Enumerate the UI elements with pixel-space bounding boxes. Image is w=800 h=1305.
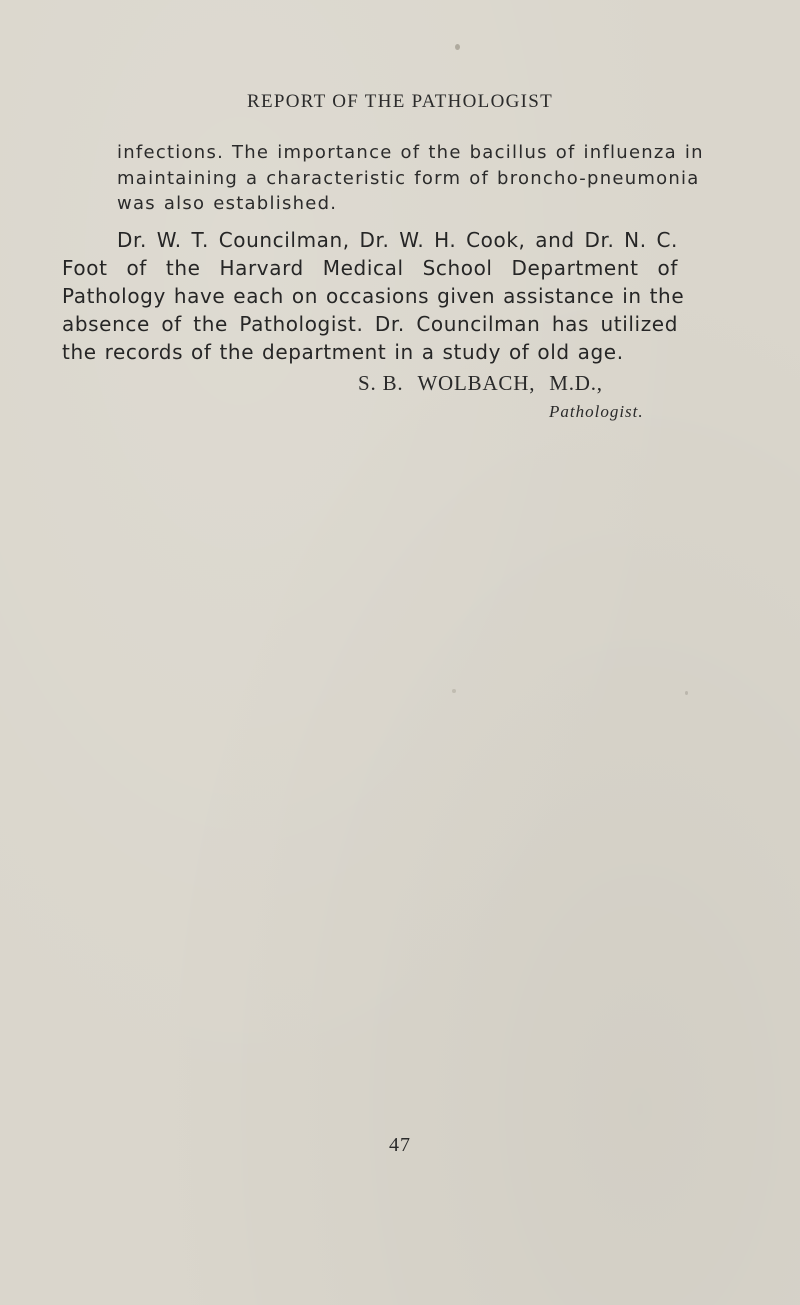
text-line: Foot of the Harvard Medical School Department of <box>62 256 678 280</box>
text-line: was also established. <box>117 193 338 214</box>
text-line: absence of the Pathologist. Dr. Councilman has utilized <box>62 312 678 336</box>
signature-surname: WOLBACH, <box>417 371 536 395</box>
text-line: infections. The importance of the bacillus of influenza in <box>117 142 704 163</box>
signature-title: Pathologist. <box>549 402 644 421</box>
signature-name <box>358 371 603 396</box>
text-line: the records of the department in a study of old age. <box>62 340 624 364</box>
text-line: Dr. W. T. Councilman, Dr. W. H. Cook, and Dr. N. C. <box>117 228 678 252</box>
signature-degree: M.D., <box>549 371 603 395</box>
paper-speck <box>452 689 456 693</box>
text-line: maintaining a characteristic form of broncho-pneumonia <box>117 167 700 189</box>
paragraph-assistance <box>62 226 685 366</box>
paper-speck <box>685 691 688 695</box>
page-number: 47 <box>389 1134 411 1156</box>
paragraph-continuation <box>117 140 704 217</box>
text-line: Pathology have each on occasions given assistance in the <box>62 284 685 308</box>
signature-initials: S. B. <box>358 371 404 395</box>
paper-speck <box>455 44 460 50</box>
running-head: REPORT OF THE PATHOLOGIST <box>246 91 554 112</box>
